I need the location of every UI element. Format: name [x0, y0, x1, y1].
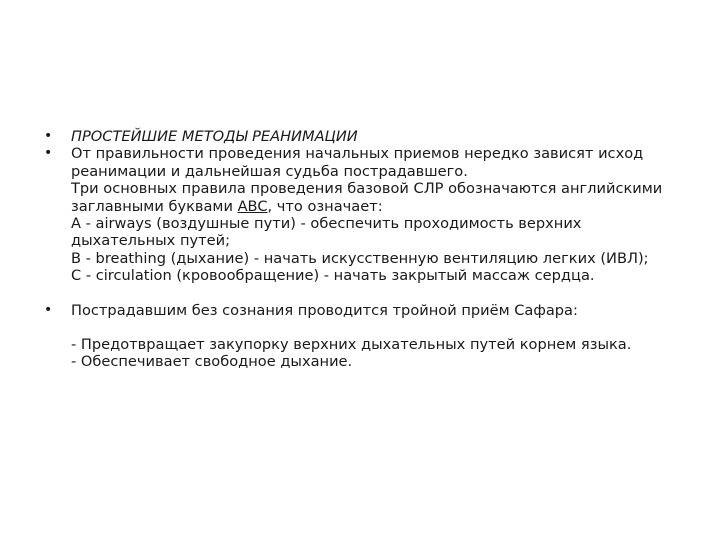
- abc-underlined: ABC: [237, 197, 268, 215]
- slide-content: [44, 128, 694, 371]
- safar-heading: Пострадавшим без сознания проводится тройной приём Сафара:: [71, 301, 578, 319]
- paragraph-line: реанимации и дальнейшая судьба пострадавшего.: [71, 162, 468, 180]
- rule-a-line: A - airways (воздушные пути) - обеспечить проходимость верхних: [71, 215, 582, 233]
- abc-line-before: заглавными буквами: [71, 197, 238, 215]
- bullet-item-abc-rules: [44, 145, 694, 284]
- abc-line: [71, 198, 694, 215]
- section-heading: ПРОСТЕЙШИЕ МЕТОДЫ РЕАНИМАЦИИ: [71, 128, 358, 145]
- bullet-icon: •: [44, 128, 53, 144]
- bullet-icon: •: [44, 301, 53, 318]
- rule-b-line: B - breathing (дыхание) - начать искусственную вентиляцию легких (ИВЛ);: [71, 249, 649, 267]
- paragraph-line: От правильности проведения начальных приемов нередко зависят исход: [71, 145, 644, 163]
- abc-line-after: , что означает:: [267, 197, 383, 215]
- bullet-icon: •: [44, 145, 53, 162]
- safar-point: - Предотвращает закупорку верхних дыхательных путей корнем языка.: [71, 336, 632, 354]
- spacer: [71, 319, 694, 336]
- bullet-item-safar-maneuver: [44, 302, 694, 371]
- safar-point: - Обеспечивает свободное дыхание.: [71, 353, 353, 371]
- bullet-item-resuscitation-methods: [44, 128, 694, 145]
- paragraph-line: Три основных правила проведения базовой СЛР обозначаются английскими: [71, 180, 663, 198]
- rule-a-line-cont: дыхательных путей;: [71, 232, 230, 250]
- rule-c-line: C - circulation (кровообращение) - начать закрытый массаж сердца.: [71, 267, 595, 285]
